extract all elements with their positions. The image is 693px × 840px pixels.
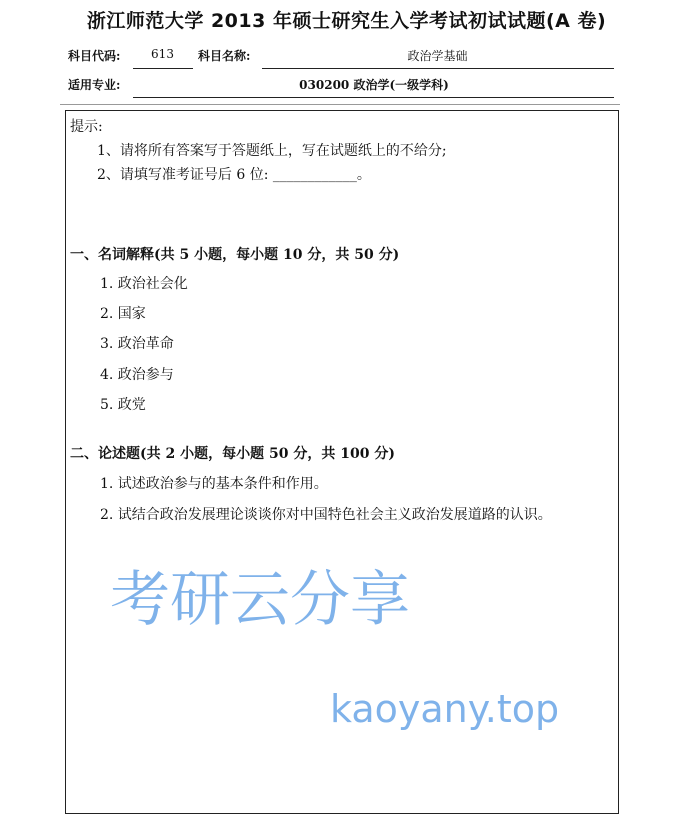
question-item: 1. 政治社会化 bbox=[100, 276, 188, 292]
major-label: 适用专业: bbox=[68, 78, 121, 92]
section-heading: 一、名词解释(共 5 小题，每小题 10 分，共 50 分) bbox=[70, 247, 400, 263]
notice-item: 2、请填写准考证号后 6 位: ____________。 bbox=[97, 167, 371, 183]
notice-item: 1、请将所有答案写于答题纸上，写在试题纸上的不给分; bbox=[97, 143, 447, 159]
question-item: 5. 政党 bbox=[100, 397, 146, 413]
question-item: 4. 政治参与 bbox=[100, 367, 174, 383]
major: 030200 政治学(一级学科) bbox=[299, 78, 449, 92]
exam-title: 浙江师范大学 2013 年硕士研究生入学考试初试试题(A 卷) bbox=[86, 10, 607, 32]
subject-code: 613 bbox=[151, 47, 174, 61]
question-item: 1. 试述政治参与的基本条件和作用。 bbox=[100, 476, 328, 492]
watermark-url: kaoyany.top bbox=[330, 687, 560, 731]
question-item: 2. 试结合政治发展理论谈谈你对中国特色社会主义政治发展道路的认识。 bbox=[100, 507, 552, 523]
subject-name: 政治学基础 bbox=[407, 49, 468, 63]
subject-name-label: 科目名称: bbox=[198, 49, 251, 63]
question-item: 3. 政治革命 bbox=[100, 336, 174, 352]
watermark-text: 考研云分享 bbox=[110, 565, 410, 635]
subject-code-label: 科目代码: bbox=[68, 49, 121, 63]
notice-label: 提示: bbox=[70, 119, 103, 135]
section-heading: 二、论述题(共 2 小题，每小题 50 分，共 100 分) bbox=[70, 446, 395, 462]
question-item: 2. 国家 bbox=[100, 306, 146, 322]
